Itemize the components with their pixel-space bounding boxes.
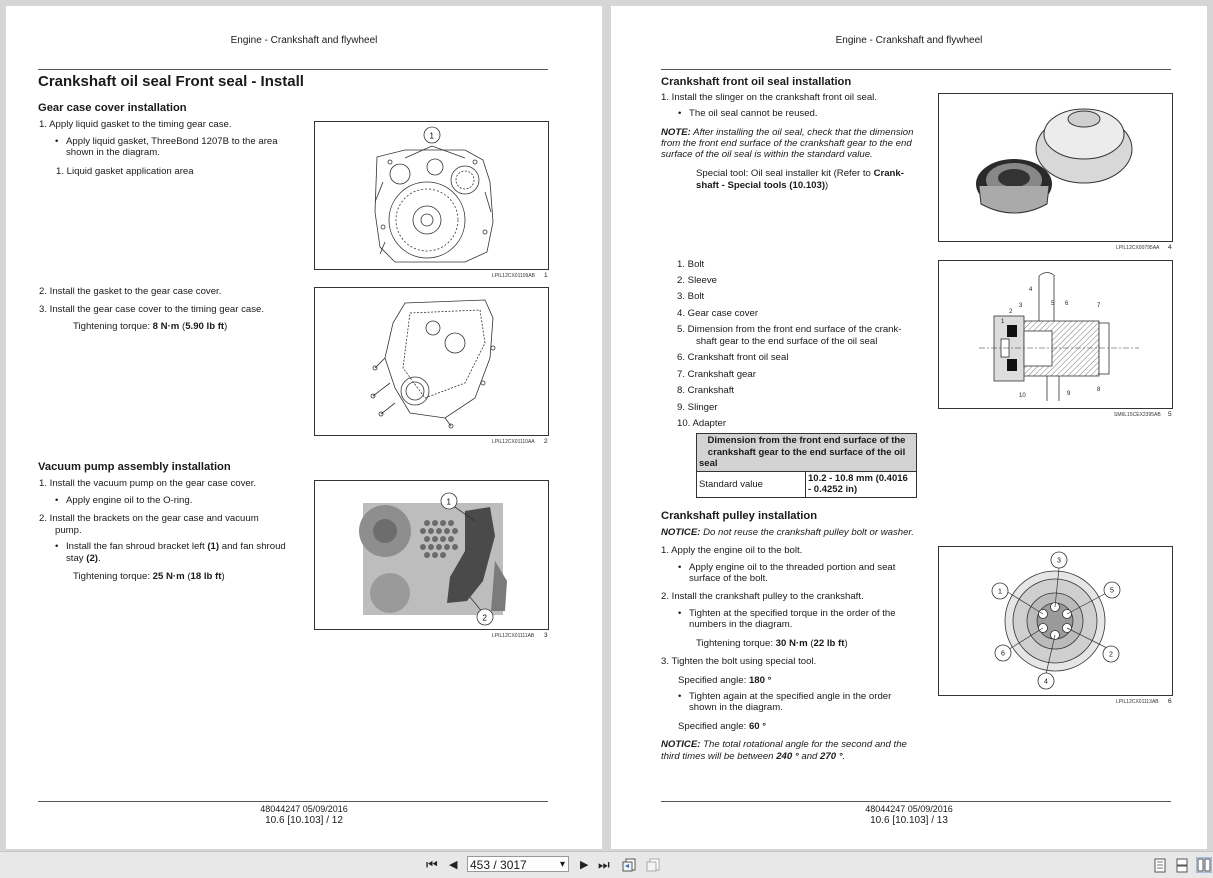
step-text: 1. Apply the engine oil to the bolt.: [661, 545, 803, 556]
callout-label: 5: [1051, 301, 1055, 307]
bullet-text: surface of the bolt.: [689, 573, 768, 584]
gear-case-drawing: [315, 122, 548, 269]
special-tool-text: shaft - Special tools (10.103)): [696, 180, 829, 191]
step-text: 1. Install the vacuum pump on the gear case cover.: [39, 478, 257, 489]
legend-item: 4. Gear case cover: [677, 308, 759, 319]
special-tool-text: Special tool: Oil seal installer kit (Refer to Crank-: [696, 168, 904, 179]
bullet-text: •: [678, 562, 682, 573]
seal-installer-photo: [939, 94, 1172, 241]
callout-label: 4: [1044, 678, 1048, 686]
single-page-view-icon[interactable]: [1153, 858, 1167, 873]
legend-item: shaft gear to the end surface of the oil seal: [696, 336, 878, 347]
figure-vacuum-pump: [314, 480, 549, 630]
callout-label: 2: [1009, 309, 1013, 315]
callout-label: 1: [998, 588, 1002, 596]
callout-label: 6: [1065, 301, 1069, 307]
spec-table: [696, 433, 917, 498]
bullet-text: •: [55, 495, 59, 506]
section-heading-gear-case: Gear case cover installation: [38, 102, 187, 114]
note-text: from the front end surface of the crankshaft gear to the end: [661, 138, 912, 149]
bullet-text: Install the fan shroud bracket left (1) and fan shroud: [66, 541, 286, 552]
bullet-text: Tighten again at the specified angle in the order: [689, 691, 892, 702]
pulley-drawing: [939, 547, 1172, 695]
notice-text: NOTICE: Do not reuse the crankshaft pulley bolt or washer.: [661, 527, 914, 538]
bullet-text: •: [55, 136, 59, 147]
running-header: Engine - Crankshaft and flywheel: [230, 35, 378, 46]
next-page-icon[interactable]: ▶: [580, 859, 589, 871]
figure-number: 3: [544, 632, 548, 639]
angle-spec: Specified angle: 60 °: [678, 721, 767, 732]
bullet-text: stay (2).: [66, 553, 101, 564]
bullet-text: Tighten at the specified torque in the order of the: [689, 608, 896, 619]
notice-text: NOTICE: The total rotational angle for the second and the: [661, 739, 907, 750]
figure-number: 6: [1168, 698, 1172, 705]
footer-doc: 48044247 05/09/2016: [865, 804, 953, 814]
callout-label: 8: [1097, 387, 1101, 393]
pdf-page-left: [6, 6, 602, 849]
bullet-text: shown in the diagram.: [66, 147, 160, 158]
callout-1: 1: [446, 497, 451, 507]
callout-1: 1: [429, 131, 434, 141]
bullet-text: •: [678, 108, 682, 119]
page-title: Crankshaft oil seal Front seal - Install: [38, 73, 304, 90]
callout-label: 10: [1019, 393, 1026, 399]
prev-page-icon[interactable]: ◀: [449, 859, 458, 871]
figure-number: 4: [1168, 244, 1172, 251]
torque-spec: Tightening torque: 8 N·m (5.90 lb ft): [73, 321, 228, 332]
table-row: [697, 471, 917, 497]
torque-spec: Tightening torque: 25 N·m (18 lb ft): [73, 571, 225, 582]
step-text: 2. Install the gasket to the gear case cover.: [39, 286, 222, 297]
figure-code: SM6L15CEX2395AB: [1114, 412, 1161, 418]
footer-rule: [38, 801, 548, 802]
go-forward-view-icon[interactable]: [645, 857, 661, 873]
figure-number: 5: [1168, 411, 1172, 418]
bullet-text: Apply engine oil to the O-ring.: [66, 495, 193, 506]
legend-item: 3. Bolt: [677, 291, 705, 302]
continuous-view-icon[interactable]: [1175, 858, 1189, 873]
legend-text: 1. Liquid gasket application area: [56, 166, 194, 177]
page-number-value: 453 / 3017: [470, 858, 527, 872]
legend-item: 9. Slinger: [677, 402, 718, 413]
figure-code: LPIL12CX01111AB: [492, 633, 535, 639]
step-text: pump.: [55, 525, 82, 536]
callout-label: 2: [1109, 651, 1113, 659]
bullet-text: numbers in the diagram.: [689, 619, 793, 630]
callout-label: 7: [1097, 303, 1101, 309]
bullet-text: •: [678, 608, 682, 619]
callout-label: 1: [1001, 319, 1005, 325]
legend-item: 2. Sleeve: [677, 275, 718, 286]
vacuum-pump-photo: [315, 481, 548, 629]
running-header: Engine - Crankshaft and flywheel: [835, 35, 983, 46]
figure-code: LPIL12CX01110AA: [492, 439, 535, 445]
callout-label: 9: [1067, 391, 1071, 397]
step-text: 2. Install the brackets on the gear case and vacuum: [39, 513, 259, 524]
legend-item: 5. Dimension from the front end surface of the crank-: [677, 324, 902, 335]
section-heading-front-seal: Crankshaft front oil seal installation: [661, 76, 852, 88]
figure-seal-cross-section: [938, 260, 1173, 409]
callout-label: 3: [1019, 303, 1023, 309]
table-header: Dimension from the front end surface of the crankshaft gear to the end surface of the oil seal: [697, 434, 917, 472]
header-rule: [38, 69, 548, 70]
step-text: 1. Apply liquid gasket to the timing gear case.: [39, 119, 232, 130]
notice-text: third times will be between 240 ° and 270 °.: [661, 751, 846, 762]
note-text: surface of the oil seal is within the standard value.: [661, 149, 873, 160]
bullet-text: •: [55, 541, 59, 552]
callout-label: 6: [1001, 650, 1005, 658]
step-text: 3. Tighten the bolt using special tool.: [661, 656, 817, 667]
legend-item: 1. Bolt: [677, 259, 705, 270]
legend-item: 10. Adapter: [677, 418, 727, 429]
callout-label: 4: [1029, 287, 1033, 293]
last-page-icon[interactable]: ⏭: [598, 857, 610, 872]
figure-number: 1: [544, 272, 548, 279]
facing-pages-view-icon[interactable]: [1196, 857, 1212, 873]
table-cell: 10.2 - 10.8 mm (0.4016 - 0.4252 in): [806, 471, 917, 497]
page-number-input[interactable]: [467, 856, 569, 872]
footer-rule: [661, 801, 1171, 802]
figure-gear-case: [314, 121, 549, 270]
pdf-page-right: [611, 6, 1207, 849]
angle-spec: Specified angle: 180 °: [678, 675, 772, 686]
bullet-text: Apply liquid gasket, ThreeBond 1207B to the area: [66, 136, 278, 147]
figure-gear-case-cover: [314, 287, 549, 436]
figure-code: LPIL12CX00795AA: [1116, 245, 1160, 251]
gear-case-cover-drawing: [315, 288, 548, 435]
section-heading-vacuum-pump: Vacuum pump assembly installation: [38, 461, 231, 473]
header-rule: [661, 69, 1171, 70]
step-text: 3. Install the gear case cover to the timing gear case.: [39, 304, 265, 315]
dropdown-arrow-icon[interactable]: ▾: [559, 859, 565, 870]
callout-label: 3: [1057, 557, 1061, 565]
footer-page: 10.6 [10.103] / 12: [265, 815, 343, 826]
section-heading-pulley: Crankshaft pulley installation: [661, 510, 818, 522]
page-navigation-toolbar: [0, 851, 1213, 878]
footer-doc: 48044247 05/09/2016: [260, 804, 348, 814]
figure-pulley-bolt-order: [938, 546, 1173, 696]
figure-seal-installer: [938, 93, 1173, 242]
bullet-text: shown in the diagram.: [689, 702, 783, 713]
step-text: 1. Install the slinger on the crankshaft front oil seal.: [661, 92, 877, 103]
seal-cross-section-drawing: [939, 261, 1172, 408]
legend-item: 8. Crankshaft: [677, 385, 735, 396]
torque-spec: Tightening torque: 30 N·m (22 lb ft): [696, 638, 848, 649]
go-back-view-icon[interactable]: [621, 857, 637, 873]
first-page-icon[interactable]: ⏮: [426, 857, 438, 872]
figure-code: LPIL12CX01109AB: [492, 273, 535, 279]
legend-item: 7. Crankshaft gear: [677, 369, 756, 380]
bullet-text: •: [678, 691, 682, 702]
bullet-text: Apply engine oil to the threaded portion and seat: [689, 562, 896, 573]
note-text: NOTE: After installing the oil seal, check that the dimension: [661, 127, 914, 138]
step-text: 2. Install the crankshaft pulley to the crankshaft.: [661, 591, 864, 602]
table-cell: Standard value: [697, 471, 806, 497]
callout-label: 5: [1110, 587, 1114, 595]
bullet-text: The oil seal cannot be reused.: [689, 108, 818, 119]
figure-code: LPIL12CX01113AB: [1116, 699, 1159, 705]
figure-number: 2: [544, 438, 548, 445]
legend-item: 6. Crankshaft front oil seal: [677, 352, 789, 363]
callout-2: 2: [482, 613, 487, 623]
footer-page: 10.6 [10.103] / 13: [870, 815, 948, 826]
